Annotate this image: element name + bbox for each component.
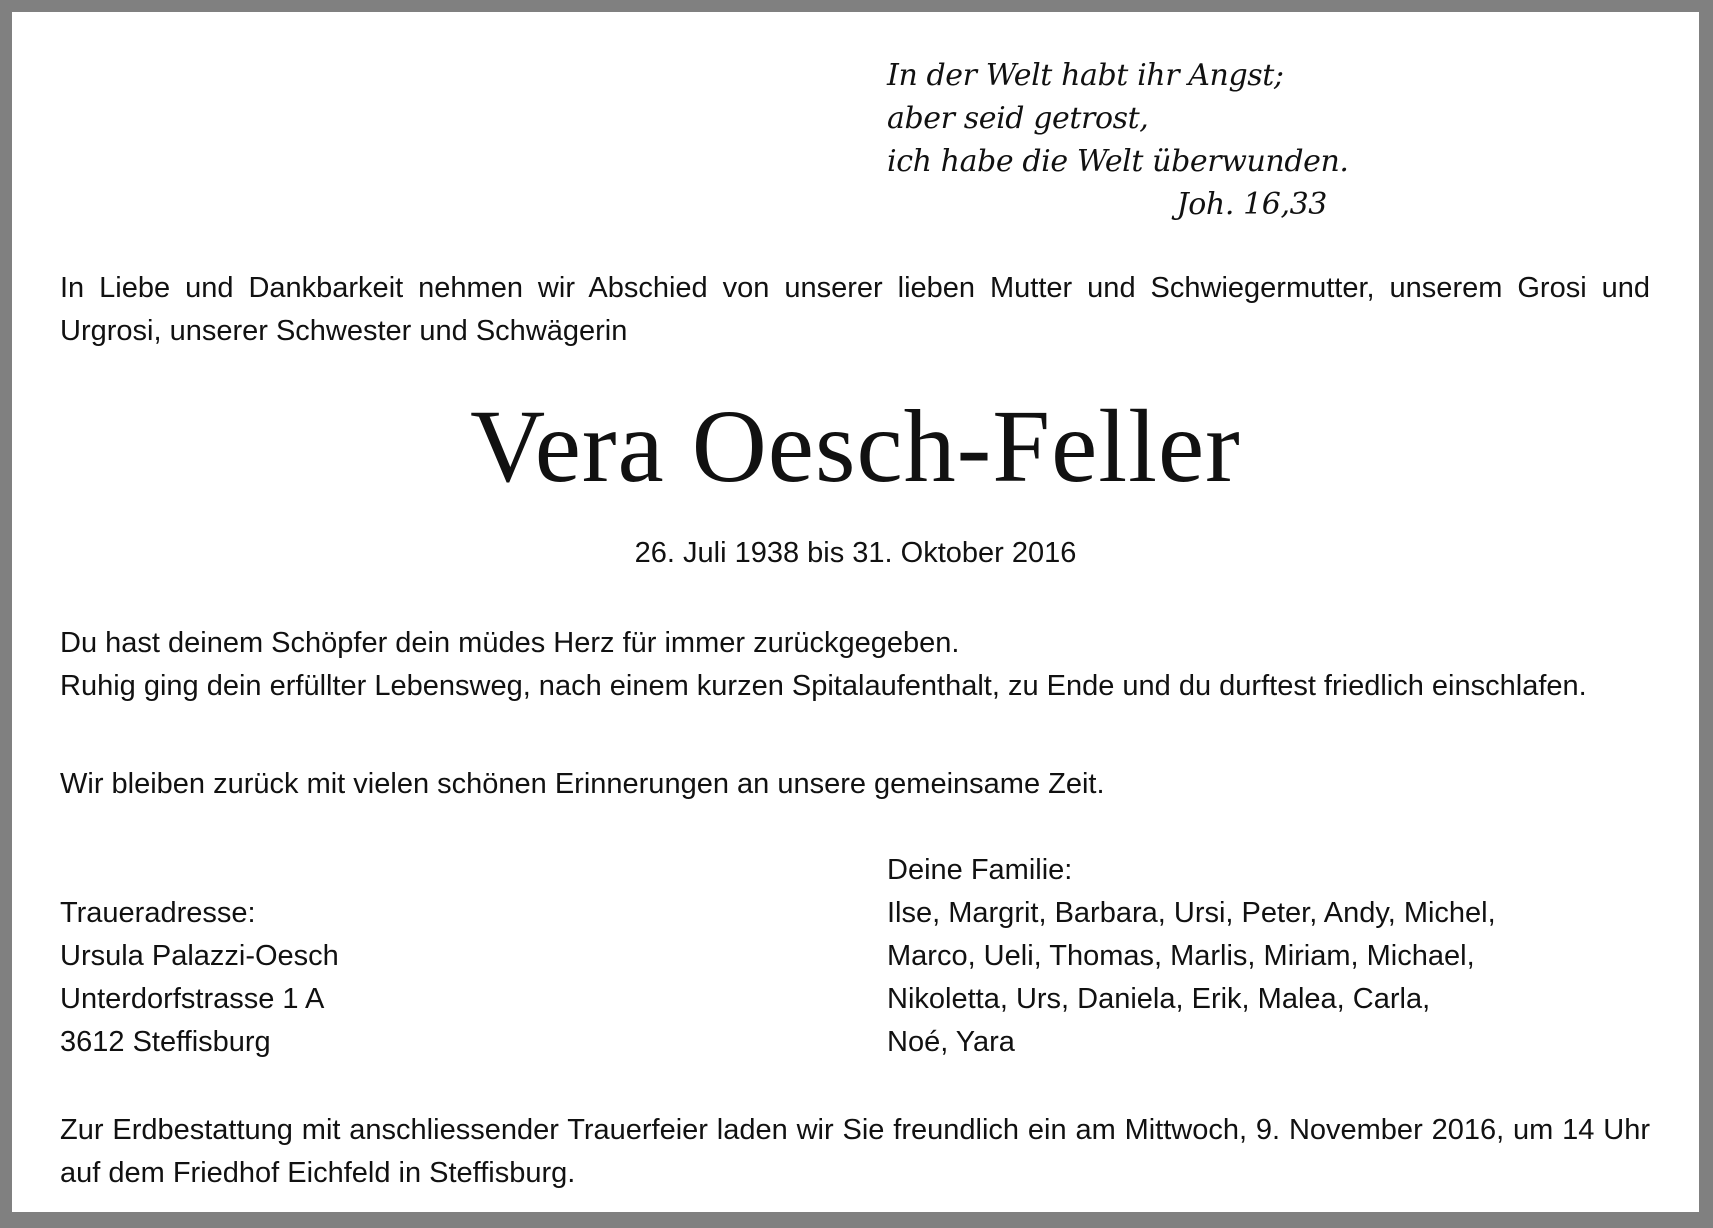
family-line: Nikoletta, Urs, Daniela, Erik, Malea, Carla, <box>887 983 1431 1015</box>
verse-line: ich habe die Welt überwunden. <box>887 144 1349 179</box>
memories-paragraph: Wir bleiben zurück mit vielen schönen Erinnerungen an unsere gemeinsame Zeit. <box>60 768 1105 800</box>
bible-verse <box>887 54 1349 226</box>
family-line: Noé, Yara <box>887 1026 1015 1058</box>
address-line: Ursula Palazzi-Oesch <box>60 940 339 972</box>
verse-reference: Joh. 16,33 <box>1176 187 1327 222</box>
message-first-line: Du hast deinem Schöpfer dein müdes Herz für immer zurückgegeben. <box>60 627 960 659</box>
obituary-card <box>12 12 1699 1212</box>
message-continuation: Ruhig ging dein erfüllter Lebensweg, nach einem kurzen Spitalaufenthalt, zu Ende und du durftest friedlich einschlafen. <box>60 670 1587 702</box>
message-paragraph <box>60 622 1650 708</box>
address-label: Traueradresse: <box>60 897 256 929</box>
family-signature <box>887 849 1667 1064</box>
funeral-invitation: Zur Erdbestattung mit anschliessender Trauerfeier laden wir Sie freundlich ein am Mittwoch, 9. November 2016, um 14 Uhr auf dem Friedhof Eichfeld in Steffisburg. <box>60 1114 1650 1189</box>
address-line: 3612 Steffisburg <box>60 1026 271 1058</box>
verse-line: aber seid getrost, <box>887 101 1149 136</box>
family-line: Ilse, Margrit, Barbara, Ursi, Peter, Andy, Michel, <box>887 897 1496 929</box>
family-label: Deine Familie: <box>887 854 1073 886</box>
intro-text: In Liebe und Dankbarkeit nehmen wir Abschied von unserer lieben Mutter und Schwiegermutter, unserem Grosi und Urgrosi, unserer Schwester und Schwägerin <box>60 272 1650 347</box>
life-dates: 26. Juli 1938 bis 31. Oktober 2016 <box>634 537 1077 569</box>
deceased-name: Vera Oesch-Feller <box>470 389 1241 504</box>
verse-line: In der Welt habt ihr Angst; <box>887 58 1284 93</box>
family-line: Marco, Ueli, Thomas, Marlis, Miriam, Michael, <box>887 940 1475 972</box>
address-line: Unterdorfstrasse 1 A <box>60 983 325 1015</box>
mourning-address <box>60 892 760 1064</box>
